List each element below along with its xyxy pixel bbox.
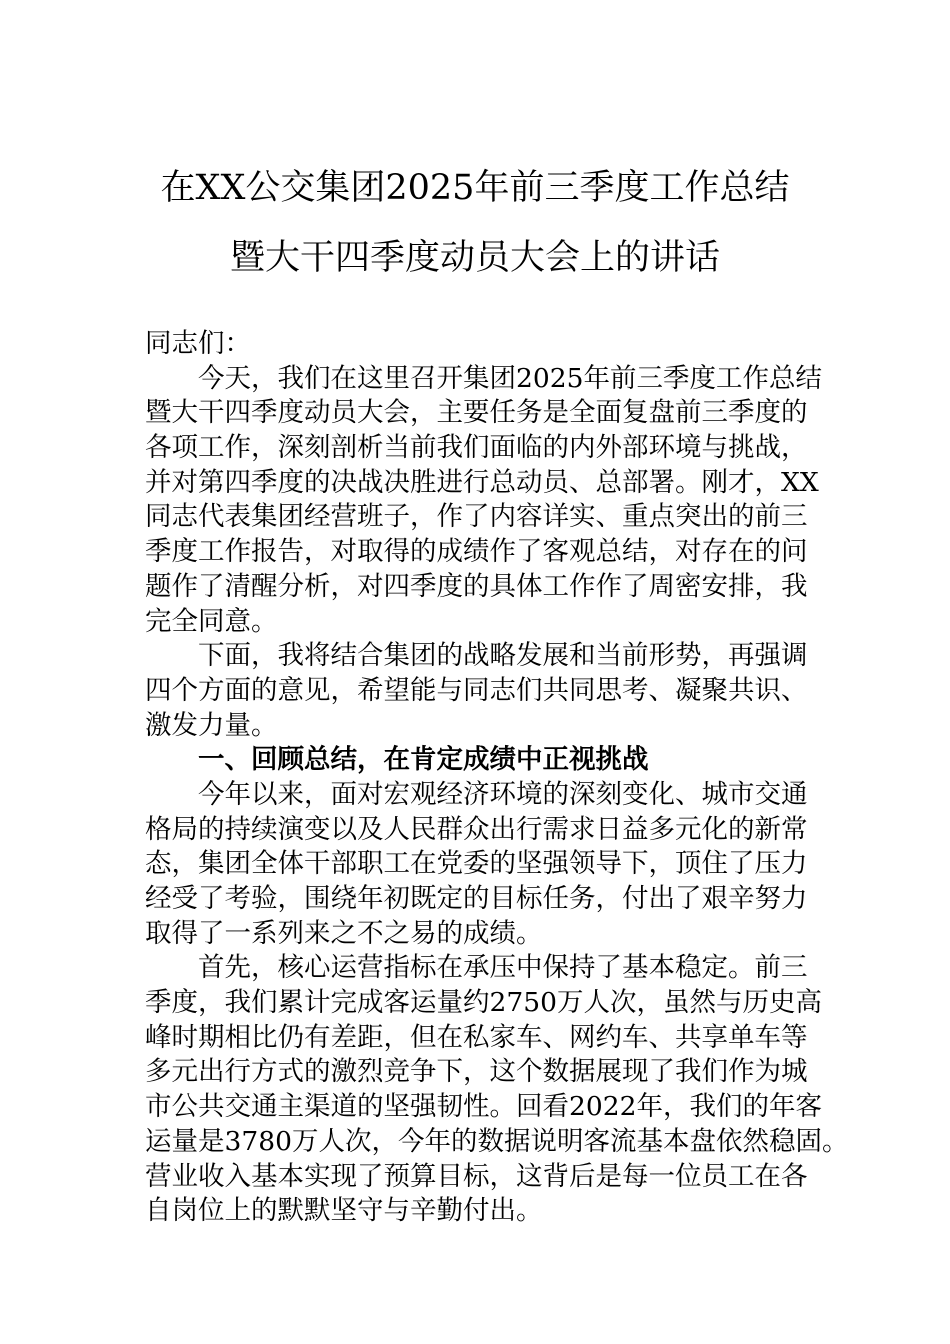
text-line: 一、回顾总结，在肯定成绩中正视挑战 (198, 744, 649, 776)
section-heading (145, 743, 806, 778)
text-line: 完全同意。 (145, 605, 278, 637)
text-line: 峰时期相比仍有差距，但在私家车、网约车、共享单车等 (145, 1021, 808, 1053)
text-line: 运量是3780万人次，今年的数据说明客流基本盘依然稳固。 (145, 1125, 849, 1157)
text-line: 首先，核心运营指标在承压中保持了基本稳定。前三 (198, 952, 808, 984)
paragraph (145, 639, 806, 743)
document-title-line-2: 暨大干四季度动员大会上的讲话 (229, 238, 720, 278)
paragraph (145, 362, 822, 640)
text-line: 暨大干四季度动员大会，主要任务是全面复盘前三季度的 (145, 397, 808, 429)
text-line: 激发力量。 (145, 709, 278, 741)
text-line: 多元出行方式的激烈竞争下，这个数据展现了我们作为城 (145, 1056, 808, 1088)
text-line: 态，集团全体干部职工在党委的坚强领导下，顶住了压力 (145, 848, 808, 880)
text-line: 题作了清醒分析，对四季度的具体工作作了周密安排，我 (145, 570, 808, 602)
text-line: 同志们： (145, 328, 251, 359)
text-line: 四个方面的意见，希望能与同志们共同思考、凝聚共识、 (145, 674, 808, 706)
text-line: 市公共交通主渠道的坚强韧性。回看2022年，我们的年客 (145, 1091, 822, 1123)
document-body (145, 327, 849, 1229)
text-line: 格局的持续演变以及人民群众出行需求日益多元化的新常 (145, 813, 808, 845)
paragraph (145, 778, 806, 951)
text-line: 并对第四季度的决战决胜进行总动员、总部署。刚才，XX (145, 466, 819, 498)
text-line: 营业收入基本实现了预算目标，这背后是每一位员工在各 (145, 1160, 808, 1192)
paragraph (145, 951, 849, 1229)
text-line: 经受了考验，围绕年初既定的目标任务，付出了艰辛努力 (145, 883, 808, 914)
salutation (145, 327, 806, 362)
text-line: 季度，我们累计完成客运量约2750万人次，虽然与历史高 (145, 987, 822, 1019)
text-line: 自岗位上的默默坚守与辛勤付出。 (145, 1195, 543, 1227)
text-line: 取得了一系列来之不之易的成绩。 (145, 917, 543, 949)
text-line: 今年以来，面对宏观经济环境的深刻变化、城市交通 (198, 778, 808, 810)
text-line: 同志代表集团经营班子，作了内容详实、重点突出的前三 (145, 501, 808, 533)
text-line: 季度工作报告，对取得的成绩作了客观总结，对存在的问 (145, 536, 808, 568)
document-title-line-1: 在XX公交集团2025年前三季度工作总结 (160, 168, 790, 208)
text-line: 下面，我将结合集团的战略发展和当前形势，再强调 (198, 640, 808, 672)
text-line: 今天，我们在这里召开集团2025年前三季度工作总结 (198, 362, 822, 394)
text-line: 各项工作，深刻剖析当前我们面临的内外部环境与挑战， (145, 432, 808, 464)
